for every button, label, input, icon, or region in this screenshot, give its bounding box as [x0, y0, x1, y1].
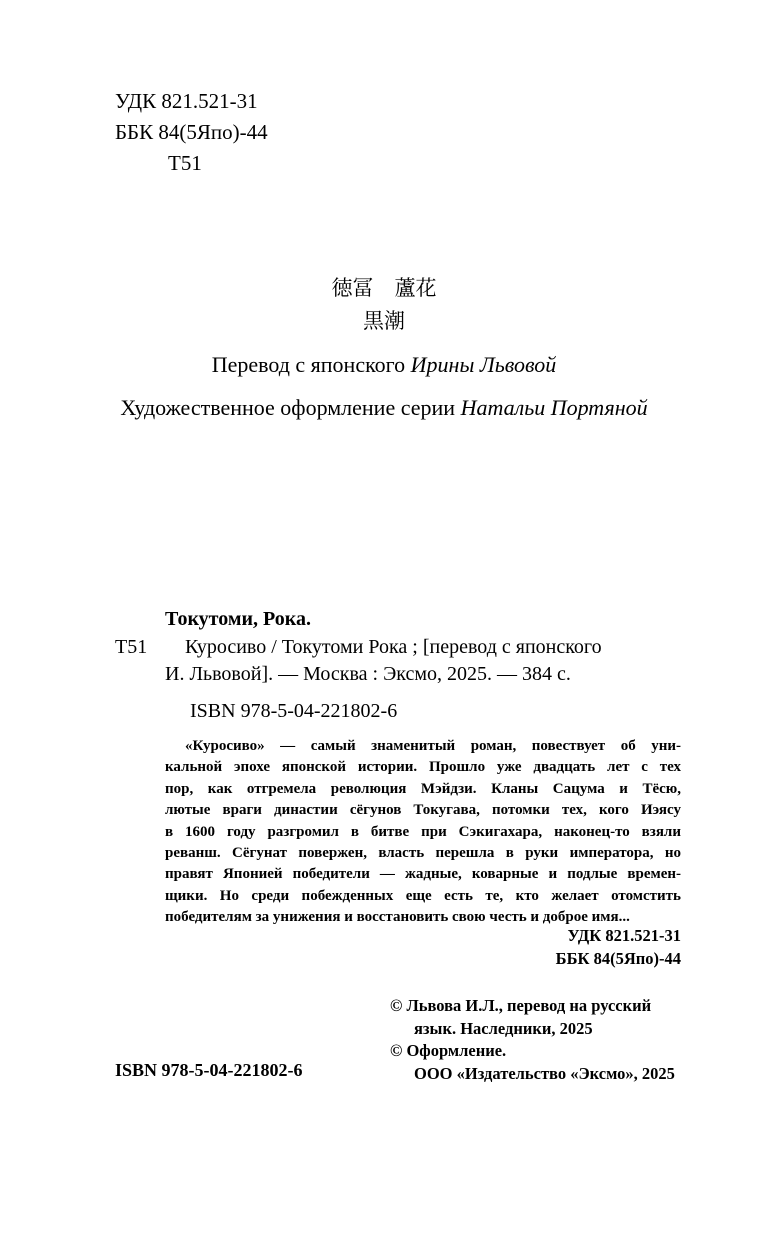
author-sign-top: Т51 — [168, 151, 202, 175]
annotation-line: щики. Но среди побежденных еще есть те, кто желает отомстить — [165, 887, 681, 904]
design-credit-line — [0, 395, 768, 421]
translation-credit-line — [0, 352, 768, 378]
japanese-author-name: 徳冨 蘆花 — [331, 276, 437, 300]
udk-code-top: УДК 821.521-31 — [115, 89, 258, 113]
annotation-line: кальной эпохе японской истории. Прошло уже двадцать лет с тех — [165, 759, 681, 776]
japanese-book-title: 黒潮 — [363, 309, 405, 333]
annotation-line: пор, как отгремела революция Мэйдзи. Кланы Сацума и Тёсю, — [165, 780, 681, 797]
annotation-paragraph — [165, 736, 681, 929]
translator-name: Ирины Львовой — [410, 352, 557, 377]
catalog-entry-line-2: И. Львовой]. — Москва : Эксмо, 2025. — 384 с. — [165, 663, 571, 685]
copyright-translation-line-1: © Львова И.Л., перевод на русский — [390, 996, 652, 1015]
catalog-author-sign: Т51 — [115, 636, 148, 658]
isbn-catalog: ISBN 978-5-04-221802-6 — [190, 700, 398, 722]
copyright-block — [390, 995, 675, 1085]
translation-credit-prefix: Перевод с японского — [211, 352, 411, 377]
bbk-code-top: ББК 84(5Япо)-44 — [115, 120, 268, 144]
copyright-design-line-1: © Оформление. — [390, 1041, 507, 1060]
bottom-bibliographic-codes — [400, 924, 681, 970]
copyright-translation-line-2: язык. Наследники, 2025 — [414, 1018, 593, 1038]
annotation-line: победителям за унижения и восстановить свою честь и доброе имя... — [165, 909, 630, 926]
copyright-design-line-2: ООО «Издательство «Эксмо», 2025 — [414, 1063, 675, 1083]
annotation-line: реванш. Сёгунат повержен, власть перешла в руки императора, но — [165, 845, 681, 862]
top-bibliographic-codes — [115, 86, 268, 179]
isbn-bottom: ISBN 978-5-04-221802-6 — [115, 1060, 303, 1080]
annotation-line: «Куросиво» — самый знаменитый роман, повествует об уни- — [185, 738, 681, 754]
bbk-code-bottom: ББК 84(5Япо)-44 — [555, 949, 681, 968]
annotation-line: правят Японией победители — жадные, коварные и подлые времен- — [165, 866, 681, 883]
design-credit-prefix: Художественное оформление серии — [120, 395, 461, 420]
designer-name: Натальи Портяной — [460, 395, 648, 420]
annotation-line: лютые враги династии сёгунов Токугава, потомки тех, кого Иэясу — [165, 802, 681, 819]
catalog-author: Токутоми, Рока. — [165, 608, 311, 630]
annotation-line: в 1600 году разгромил в битве при Сэкигахара, наконец-то взяли — [165, 823, 681, 840]
catalog-entry-line-1: Куросиво / Токутоми Рока ; [перевод с японского — [185, 636, 602, 658]
udk-code-bottom: УДК 821.521-31 — [567, 926, 681, 945]
